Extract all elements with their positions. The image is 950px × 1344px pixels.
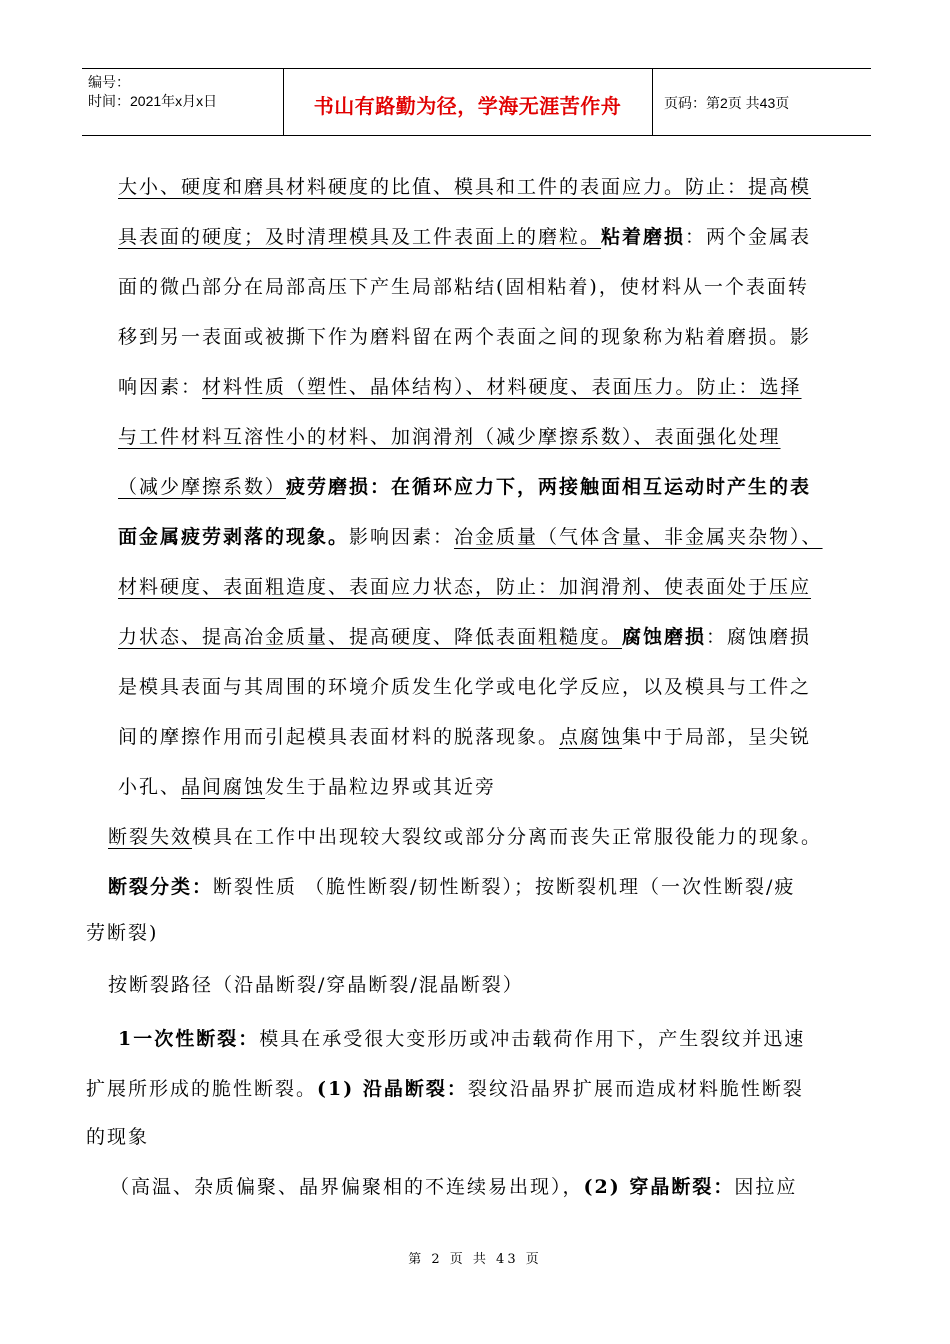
- text-line: [118, 222, 811, 249]
- text-line: [118, 722, 811, 749]
- text-span: 移到另一表面或被撕下作为磨料留在两个表面之间的现象称为粘着磨损。影: [118, 326, 812, 348]
- bold-term: 粘着磨损: [601, 226, 686, 248]
- text-span: 因拉应: [734, 1176, 798, 1198]
- header-meta-cell: [82, 69, 284, 135]
- underlined-text: 具表面的硬度；及时清理模具及工件表面上的磨粒。: [118, 226, 602, 248]
- number-label: 编号：: [88, 74, 130, 90]
- time-label: 时间：2021年x月x日: [88, 93, 218, 109]
- text-line: [118, 522, 823, 549]
- text-span: 断裂性质 （脆性断裂/韧性断裂）；按断裂机理（一次性断裂/疲: [213, 876, 796, 898]
- bold-term: (1) 沿晶断裂：: [317, 1078, 468, 1100]
- header-page-cell: [652, 69, 871, 135]
- underlined-text: 断裂失效: [108, 826, 193, 848]
- text-span: 模具在承受很大变形历或冲击载荷作用下，产生裂纹并迅速: [259, 1028, 806, 1050]
- header-motto-cell: [283, 69, 653, 135]
- text-span: 发生于晶粒边界或其近旁: [265, 776, 497, 798]
- page-code: 页码：第2页 共43页: [664, 95, 790, 111]
- text-span: 响因素：: [118, 376, 203, 398]
- text-line: [118, 1024, 805, 1051]
- bold-term: 断裂分类：: [108, 876, 214, 898]
- text-line: [118, 622, 811, 649]
- text-span: 裂纹沿晶界扩展而造成材料脆性断裂: [467, 1078, 804, 1100]
- underlined-text: （减少摩擦系数）: [118, 476, 287, 498]
- text-line: [118, 472, 811, 499]
- bold-term: 腐蚀磨损: [622, 626, 707, 648]
- text-line: [118, 772, 496, 799]
- text-line: [118, 572, 811, 599]
- text-line: [86, 1074, 804, 1101]
- text-line: [108, 822, 822, 849]
- text-line: [118, 172, 811, 199]
- text-span: 小孔、: [118, 776, 182, 798]
- bold-term: 1一次性断裂：: [118, 1028, 260, 1050]
- bold-term: 面金属疲劳剥落的现象。: [118, 526, 350, 548]
- text-span: 影响因素：: [349, 526, 455, 548]
- text-span: 按断裂路径（沿晶断裂/穿晶断裂/混晶断裂）: [108, 974, 524, 996]
- underlined-text: 材料硬度、表面粗造度、表面应力状态，防止：加润滑剂、使表面处于压应: [118, 576, 812, 598]
- page-footer: 第 2 页 共 43 页: [408, 1252, 542, 1267]
- text-line: [108, 872, 795, 899]
- text-span: 扩展所形成的脆性断裂。: [86, 1078, 318, 1100]
- page-header: [82, 68, 871, 136]
- text-span: 是模具表面与其周围的环境介质发生化学或电化学反应，以及模具与工件之: [118, 676, 812, 698]
- text-span: 的现象: [86, 1126, 150, 1148]
- text-span: 集中于局部，呈尖锐: [622, 726, 812, 748]
- bold-term: (2) 穿晶断裂：: [583, 1176, 735, 1198]
- text-line: [108, 970, 524, 997]
- text-span: ：腐蚀磨损: [706, 626, 812, 648]
- text-line: [86, 918, 158, 945]
- text-span: 面的微凸部分在局部高压下产生局部粘结(固相粘着)，使材料从一个表面转: [118, 276, 809, 298]
- text-span: （高温、杂质偏聚、晶界偏聚相的不连续易出现），: [110, 1176, 584, 1198]
- text-line: [118, 422, 781, 449]
- text-line: [118, 372, 802, 399]
- text-line: [86, 1122, 149, 1149]
- text-span: 间的摩擦作用而引起模具表面材料的脱落现象。: [118, 726, 560, 748]
- text-line: [118, 272, 809, 299]
- text-line: [118, 672, 811, 699]
- underlined-text: 大小、硬度和磨具材料硬度的比值、模具和工件的表面应力。防止：提高模: [118, 176, 812, 198]
- underlined-text: 冶金质量（气体含量、非金属夹杂物）、: [454, 526, 823, 548]
- underlined-text: 与工件材料互溶性小的材料、加润滑剂（减少摩擦系数）、表面强化处理: [118, 426, 781, 448]
- text-line: [118, 322, 811, 349]
- underlined-text: 点腐蚀: [559, 726, 623, 748]
- text-span: ：两个金属表: [685, 226, 812, 248]
- bold-term: 疲劳磨损：在循环应力下，两接触面相互运动时产生的表: [286, 476, 812, 498]
- header-motto: 书山有路勤为径，学海无涯苦作舟: [313, 94, 622, 118]
- text-span: 模具在工作中出现较大裂纹或部分分离而丧失正常服役能力的现象。: [192, 826, 823, 848]
- underlined-text: 材料性质（塑性、晶体结构）、材料硬度、表面压力。防止：选择: [202, 376, 802, 398]
- text-span: 劳断裂): [86, 922, 159, 944]
- underlined-text: 晶间腐蚀: [181, 776, 266, 798]
- text-line: [110, 1172, 797, 1199]
- underlined-text: 力状态、提高冶金质量、提高硬度、降低表面粗糙度。: [118, 626, 623, 648]
